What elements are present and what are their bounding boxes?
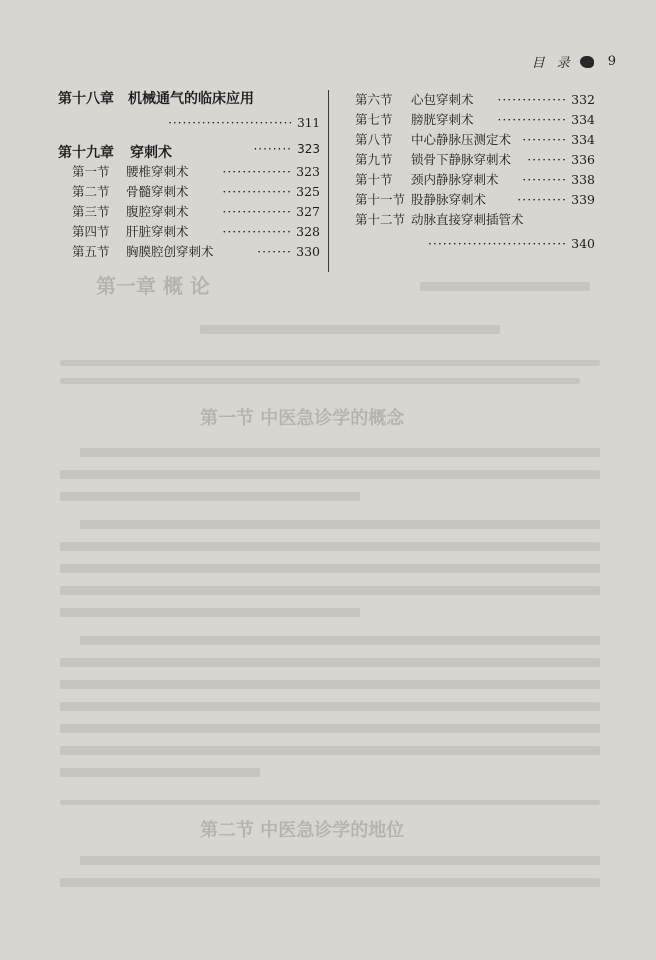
section-number: 第一节 xyxy=(72,164,110,179)
leader-dots: ········· xyxy=(522,132,567,147)
bleed-section1-heading: 第一节 中医急诊学的概念 xyxy=(200,408,405,429)
chapter-title: 机械通气的临床应用 xyxy=(128,91,254,107)
section-number: 第九节 xyxy=(355,152,393,167)
section-title: 腹腔穿刺术 xyxy=(126,204,189,219)
section-page: 336 xyxy=(571,152,595,167)
section-number: 第八节 xyxy=(355,132,393,147)
book-logo-icon xyxy=(580,56,594,68)
chapter-18 xyxy=(58,88,320,130)
leader-dots: ········ xyxy=(527,152,567,167)
toc-entry xyxy=(355,210,595,230)
toc-entry xyxy=(355,90,595,110)
leader-dots: ·············· xyxy=(497,112,567,127)
section-page: 340 xyxy=(571,236,595,251)
toc-right-column xyxy=(355,90,595,251)
section-title: 腰椎穿刺术 xyxy=(126,164,189,179)
section-title: 股静脉穿刺术 xyxy=(411,192,487,207)
chapter-number: 第十八章 xyxy=(58,91,114,107)
section-title: 颈内静脉穿刺术 xyxy=(411,172,499,187)
leader-dots: ·············· xyxy=(222,164,292,179)
bleed-section2-heading: 第二节 中医急诊学的地位 xyxy=(200,820,405,841)
section-number: 第三节 xyxy=(72,204,110,219)
section-page: 328 xyxy=(296,224,320,239)
page-header xyxy=(532,52,616,71)
leader-dots: ······· xyxy=(257,244,292,259)
chapter-heading xyxy=(58,88,320,108)
section-title: 肝脏穿刺术 xyxy=(126,224,189,239)
toc-entry xyxy=(72,162,320,182)
leader-dots: ·············· xyxy=(222,184,292,199)
section-number: 第七节 xyxy=(355,112,393,127)
leader-dots: ········ xyxy=(253,142,292,156)
chapter-page: 311 xyxy=(297,116,320,130)
section-title: 膀胱穿刺术 xyxy=(411,112,474,127)
toc-entry xyxy=(355,110,595,130)
section-number: 第十节 xyxy=(355,172,393,187)
section-number: 第六节 xyxy=(355,92,393,107)
section-title: 中心静脉压测定术 xyxy=(411,132,512,147)
section-title: 心包穿刺术 xyxy=(411,92,474,107)
toc-entry xyxy=(355,130,595,150)
section-page: 334 xyxy=(571,112,595,127)
leader-dots: ········· xyxy=(522,172,567,187)
leader-dots: ·············· xyxy=(222,224,292,239)
page-number: 9 xyxy=(607,54,616,69)
section-number: 第二节 xyxy=(72,184,110,199)
chapter-page: 323 xyxy=(297,142,320,156)
chapter-19 xyxy=(58,142,320,262)
section-page: 339 xyxy=(571,192,595,207)
bleed-chapter-heading: 第一章 概 论 xyxy=(96,274,210,298)
section-page: 330 xyxy=(296,244,320,259)
continuation-page-line xyxy=(355,236,595,251)
section-number: 第五节 xyxy=(72,244,110,259)
column-divider xyxy=(328,90,329,272)
toc-entry xyxy=(355,190,595,210)
section-title: 骨髓穿刺术 xyxy=(126,184,189,199)
section-page: 323 xyxy=(296,164,320,179)
section-number: 第十二节 xyxy=(355,212,406,227)
leader-dots: ···························· xyxy=(427,236,568,251)
toc-entry xyxy=(72,182,320,202)
leader-dots: ·························· xyxy=(168,116,294,130)
section-page: 332 xyxy=(571,92,595,107)
leader-dots: ·············· xyxy=(222,204,292,219)
leader-dots: ·········· xyxy=(517,192,567,207)
toc-entry xyxy=(72,242,320,262)
section-title: 锁骨下静脉穿刺术 xyxy=(411,152,512,167)
chapter-page-line xyxy=(58,116,320,130)
section-title: 动脉直接穿刺插管术 xyxy=(411,212,524,227)
toc-left-column xyxy=(58,88,320,262)
section-title: 胸膜腔创穿刺术 xyxy=(126,244,214,259)
section-page: 325 xyxy=(296,184,320,199)
leader-dots: ·············· xyxy=(497,92,567,107)
section-number: 第四节 xyxy=(72,224,110,239)
header-title: 目 录 xyxy=(531,56,574,71)
chapter-heading xyxy=(58,142,320,162)
section-number: 第十一节 xyxy=(355,192,406,207)
toc-entry xyxy=(355,150,595,170)
toc-entry xyxy=(72,202,320,222)
section-page: 338 xyxy=(571,172,595,187)
section-page: 334 xyxy=(571,132,595,147)
toc-entry xyxy=(72,222,320,242)
toc-entry xyxy=(355,170,595,190)
section-page: 327 xyxy=(296,204,320,219)
chapter-title: 穿刺术 xyxy=(130,145,172,161)
chapter-number: 第十九章 xyxy=(58,145,114,161)
